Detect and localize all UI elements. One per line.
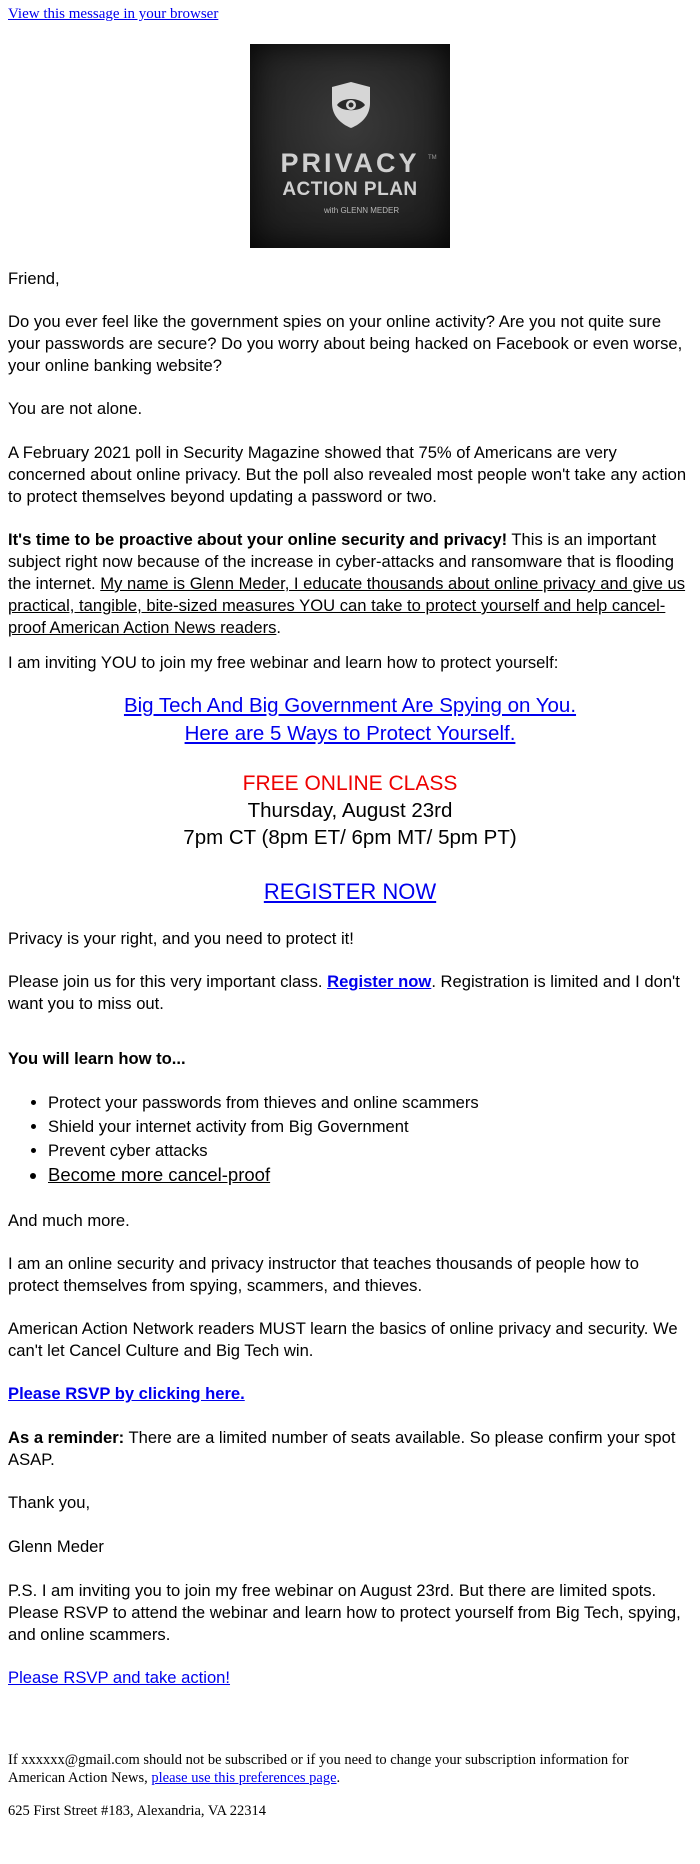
paragraph-proactive	[8, 529, 688, 639]
rsvp-paragraph-1	[8, 1383, 688, 1405]
footer-subscription	[8, 1751, 688, 1787]
proactive-text: This is an important subject right now because of the increase in cyber-attacks and ransomware that is flooding the internet.	[8, 530, 674, 593]
paragraph-not-alone: You are not alone.	[8, 399, 143, 418]
webinar-headline	[0, 692, 700, 748]
list-item: • Protect your passwords from thieves and online scammers	[48, 1091, 688, 1115]
paragraph-poll: A February 2021 poll in Security Magazine showed that 75% of Americans are very concerned about online privacy. But the poll also revealed most people won't take any action to protect themselves beyond updating a password or two.	[8, 443, 687, 506]
learn-list	[8, 1091, 688, 1187]
class-date: Thursday, August 23rd	[247, 799, 453, 822]
register-section	[0, 878, 700, 906]
paragraph-privacy-right: Privacy is your right, and you need to protect it!	[8, 929, 354, 948]
logo-line-with-glenn: with GLENN MEDER	[324, 206, 400, 215]
reminder-bold: As a reminder:	[8, 1428, 125, 1447]
join-text-b: . Registration is limited and I don't want you to miss out.	[8, 972, 680, 1013]
proactive-end: .	[276, 618, 282, 637]
proactive-bold: It's time to be proactive about your online security and privacy!	[8, 530, 508, 549]
paragraph-ps: P.S. I am inviting you to join my free webinar on August 23rd. But there are limited spots. Please RSVP to attend the webinar and learn how to protect yourself from Big Tech, spying, and online scammers.	[8, 1581, 681, 1644]
preferences-link[interactable]: please use this preferences page	[151, 1770, 337, 1786]
thank-you: Thank you,	[8, 1493, 91, 1512]
logo-line-action-plan: ACTION PLAN	[282, 179, 418, 200]
register-now-button[interactable]: REGISTER NOW	[263, 879, 437, 904]
register-now-link[interactable]: Register now	[327, 972, 432, 991]
shield-eye-icon	[330, 81, 372, 129]
paragraph-intro: Do you ever feel like the government spies on your online activity? Are you not quite sure your passwords are secure? Do you worry about being hacked on Facebook or even worse, your online banking website?	[8, 312, 683, 375]
paragraph-reminder	[8, 1427, 688, 1471]
learn-heading: You will learn how to...	[8, 1049, 186, 1068]
view-in-browser-link[interactable]: View this message in your browser	[8, 6, 219, 22]
list-item: • Shield your internet activity from Big Government	[48, 1115, 688, 1139]
list-item: • Become more cancel-proof	[48, 1163, 688, 1187]
rsvp-link-1[interactable]: Please RSVP by clicking here.	[8, 1384, 245, 1403]
logo-line-privacy: PRIVACY	[280, 148, 420, 178]
footer-address: 625 First Street #183, Alexandria, VA 22314	[8, 1803, 267, 1819]
free-class-label: FREE ONLINE CLASS	[242, 772, 458, 795]
rsvp-paragraph-2	[8, 1667, 688, 1689]
privacy-action-plan-logo	[250, 44, 450, 248]
footer-end: .	[336, 1770, 341, 1786]
class-time: 7pm CT (8pm ET/ 6pm MT/ 5pm PT)	[183, 826, 517, 849]
paragraph-join	[8, 971, 688, 1015]
list-item: • Prevent cyber attacks	[48, 1139, 688, 1163]
footer-text: If xxxxxx@gmail.com should not be subscribed or if you need to change your subscription information for American Action News,	[8, 1752, 629, 1786]
paragraph-instructor: I am an online security and privacy instructor that teaches thousands of people how to protect themselves from spying, scammers, and thieves.	[8, 1254, 639, 1295]
headline-link-1[interactable]: Big Tech And Big Government Are Spying on You.	[123, 694, 577, 717]
paragraph-invite: I am inviting YOU to join my free webinar and learn how to protect yourself:	[8, 653, 559, 672]
proactive-underline: My name is Glenn Meder, I educate thousands about online privacy and give us practical, tangible, bite-sized measures YOU can take to protect yourself and help cancel-proof American Action News readers	[8, 574, 686, 637]
headline-link-2[interactable]: Here are 5 Ways to Protect Yourself.	[184, 722, 516, 745]
reminder-text: There are a limited number of seats available. So please confirm your spot ASAP.	[8, 1428, 676, 1469]
join-text-a: Please join us for this very important class.	[8, 972, 328, 991]
paragraph-much-more: And much more.	[8, 1211, 130, 1230]
greeting: Friend,	[8, 269, 60, 288]
paragraph-readers: American Action Network readers MUST learn the basics of online privacy and security. We can't let Cancel Culture and Big Tech win.	[8, 1319, 678, 1360]
signature: Glenn Meder	[8, 1537, 104, 1556]
logo-trademark: TM	[428, 155, 437, 161]
rsvp-link-2[interactable]: Please RSVP and take action!	[8, 1668, 231, 1687]
